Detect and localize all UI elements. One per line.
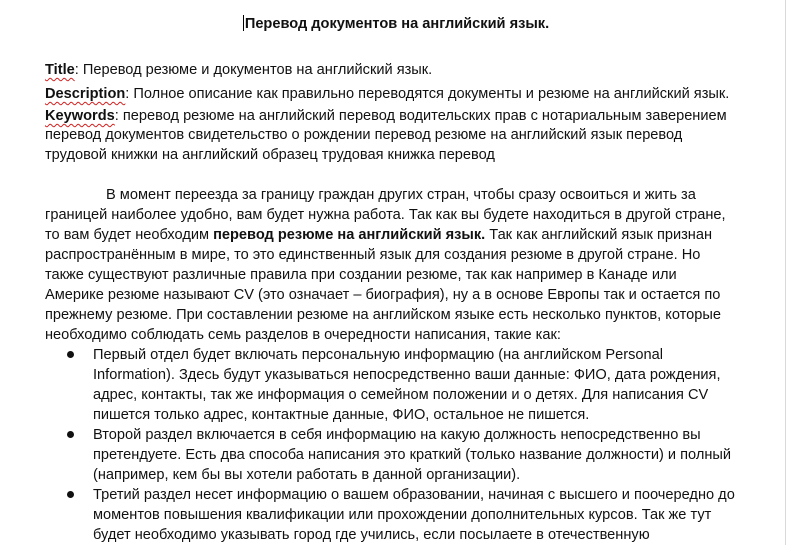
body-line-3-end: Так как английский язык признан <box>485 227 713 243</box>
document-heading-text: Перевод документов на английский язык. <box>244 16 550 32</box>
list-item-1-line-1: Первый отдел будет включать персональную информацию (на английском Personal <box>93 347 664 363</box>
list-item-2-line-2: претендуете. Есть два способа написания это краткий (только название должности) и полный <box>93 447 732 463</box>
body-line-1: В момент переезда за границу граждан других стран, чтобы сразу освоиться и жить за <box>106 187 696 203</box>
bullet-dot-icon <box>67 491 74 498</box>
body-line-2: границей наиболее удобно, вам будет нужна работа. Так как вы будете находиться в другой стране, <box>45 207 726 223</box>
meta-description-line <box>45 84 745 104</box>
body-line-5: также существуют различные правила при создании резюме, так как например в Канаде или <box>45 267 677 283</box>
body-line-6: Америке резюме называют CV (это означает – биография), ну а в основе Европы так и остается по <box>45 287 721 303</box>
body-line-3-start: то вам будет необходим <box>45 227 214 243</box>
list-item-3-line-2: моментов повышения квалификации или прохождении дополнительных курсов. Так же тут <box>93 507 712 523</box>
meta-keywords-label: Keywords <box>45 108 115 124</box>
meta-keywords-line <box>45 106 745 126</box>
meta-title-value: Перевод резюме и документов на английский язык. <box>78 62 433 78</box>
meta-title-label: Title <box>45 62 75 78</box>
list-item-1-line-3: адрес, контакты, так же информация о семейном положении и о детях. Для написания CV <box>93 387 709 403</box>
body-line-4: распространённым в мире, то это единственный язык для создания резюме в другой стране. Но <box>45 247 701 263</box>
list-item-1-line-4: пишется только адрес, контактные данные, ФИО, остальное не пишется. <box>93 407 590 423</box>
page-edge-divider <box>785 0 786 545</box>
meta-description-value: Полное описание как правильно переводятся документы и резюме на английский язык. <box>129 86 730 102</box>
meta-colon: : <box>125 86 130 102</box>
bullet-dot-icon <box>67 431 74 438</box>
bullet-dot-icon <box>67 351 74 358</box>
body-line-8: необходимо соблюдать семь разделов в очередности написания, такие как: <box>45 327 561 343</box>
text-cursor <box>243 15 244 31</box>
body-line-7: прежнему резюме. При составлении резюме на английском языке есть несколько пунктов, которые <box>45 307 721 323</box>
meta-keywords-line-2: перевод документов свидетельство о рождении перевод резюме на английский язык перевод <box>45 127 683 143</box>
body-line-3 <box>45 225 712 245</box>
list-item-3-line-1: Третий раздел несет информацию о вашем образовании, начиная с высшего и поочередно до <box>93 487 735 503</box>
meta-keywords-value: : перевод резюме на английский перевод водительских прав с нотариальным заверением <box>114 108 727 124</box>
list-item-2-line-1: Второй раздел включается в себя информацию на какую должность непосредственно вы <box>93 427 701 443</box>
list-item-2-line-3: (например, кем бы вы хотели работать в данной организации). <box>93 467 521 483</box>
meta-colon: : <box>74 62 79 78</box>
list-item-1-line-2: Information). Здесь будут указываться непосредственно ваши данные: ФИО, дата рождения, <box>93 367 721 383</box>
document-heading <box>0 14 792 34</box>
body-bold-phrase: перевод резюме на английский язык. <box>213 227 486 243</box>
meta-keywords-line-3: трудовой книжки на английский образец трудовая книжка перевод <box>45 147 495 163</box>
meta-description-label: Description <box>45 86 126 102</box>
meta-title-line <box>45 60 745 80</box>
list-item-3-line-3: будет необходимо указывать город где учились, если посылаете в отечественную <box>93 527 650 543</box>
